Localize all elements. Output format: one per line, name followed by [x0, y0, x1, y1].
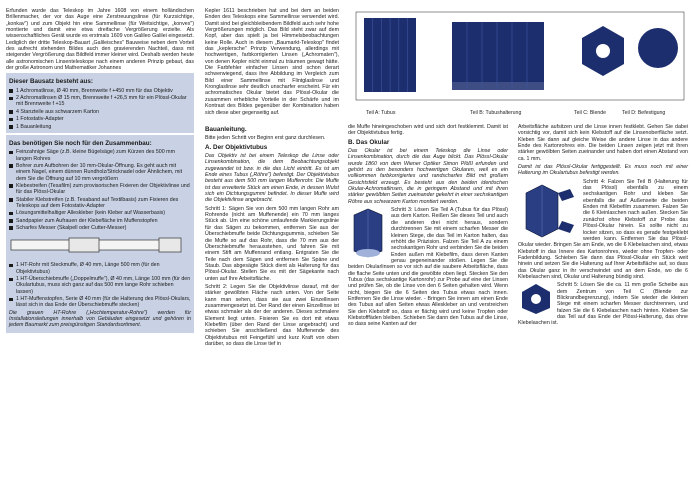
parts-list: [9, 262, 191, 308]
step-5-block: [518, 282, 688, 326]
parts-figure: [352, 8, 688, 116]
kit-item: 1 Achromatlinse, Ø 40 mm, Brennweite f +450 mm für das Objektiv: [9, 88, 191, 94]
step-1: Schritt 1: Sägen Sie von dem 500 mm langen Rohr am Rohrende (nicht am Muffenende) ein 70 mm langes Stück ab. Um eine schöne umlaufende Markierungslinie für das Sägen zu bekommen, entfernen Sie aus der Überschiebmuffe beide Dichtungsgummis, schieben Sie die Muffe so auf das Rohr, dass die 70 mm aus der Überschiebmuffe herausstehen, und fahren Sie mit einem Stift am Muffenrand entlang. Entgraten Sie die Teile nach dem Sägen und entfernen Sie Späne und Staub. Das abgesägte Stück dient als Halterung für das Plössl-Okular. Stellen Sie es mit der Sägekante nach unten auf Ihre Arbeitsfläche.: [205, 205, 339, 282]
kit-item: 2 Achromatlinsen Ø 15 mm, Brennweite f +26,5 mm für ein Plössl-Okular mit Brennweite f +15: [9, 95, 191, 108]
parts-item: 1 HT-Muffenstopfen, Serie Ø 40 mm (für die Halterung des Plössl-Okulars, lässt sich in das Ende der Überschiebmuffe stecken): [9, 296, 191, 309]
figure-label-d: Teil D: Befestigung: [622, 110, 666, 116]
kit-box: [6, 73, 194, 132]
parts-note: Die grauen HT-Rohre („Hochtemperatur-Rohre") werden für Installationsleitungen innerhalb von Gebäuden eingesetzt und gehören in jedem Baumarkt zum preisgünstigen Standardsortiment.: [9, 309, 191, 329]
kit-item: 1 Bauanleitung: [9, 124, 191, 130]
step-4-block: [518, 179, 688, 281]
kit-list: [9, 88, 191, 130]
figure-label-a: Teil A: Tubus: [366, 110, 396, 116]
step-3: Schritt 3: Lösen Sie Teil A (Tubus für das Plössl) aus dem Karton. Reißen Sie dieses Teil und auch die anderen drei nicht heraus, sondern durchtrennen Sie mit einem scharfen Messer die kleinen Stege, die das Teil im Karton halten, das erhöht die Präzision. Falzen Sie Teil A zu einem sechskantigen Rohr und verbinden Sie die beiden Enden außen mit Klebefilm, dass deren Kanten genau gegeneinander stoßen. Legen Sie die beiden Okularlinsen so vor sich auf die saubere Arbeitsfläche, dass die flache Seite unten und die gewölbte oben liegt. Stecken Sie den Tubus (das sechskantige Kartonrohr) zur Probe auf eine der Linsen und prüfen Sie, ob die Linse von den 6 Seiten gehalten wird. Wenn nicht, biegen Sie die 6 Seiten des Tubus etwas nach innen. Entfernen Sie die Linse wieder. - Bringen Sie innen am einen Ende des Tubus auf allen Seiten etwas Alleskleber an und verstreichen Sie den Klebstoff so, dass er flächig wird und keine Tropfen oder Klebstofffäden bleiben. Schieben Sie dann den Tubus auf die Linse, so dass seine Kanten auf der: [348, 207, 508, 328]
step-5: Schritt 5: Lösen Sie die ca. 11 mm große Scheibe aus dem Zentrum von Teil C (Blende zur Blickrandbegrenzung), indem Sie wieder die kleinen Stege mit einem scharfen Messer durchtrennen, und falzen Sie die 6 Klebelaschen nach hinten. Kleben Sie das Teil auf das Ende der Plössl-Halterung, das ohne Klebelaschen ist.: [518, 282, 688, 327]
step-3-block: [348, 207, 508, 328]
part-b-sheet: [452, 22, 544, 90]
pipe-drawing: [9, 232, 189, 260]
parts-item: 1 HT-Rohr mit Steckmuffe, Ø 40 mm, Länge 500 mm (für den Objektivtubus): [9, 262, 191, 275]
tools-item: Sandpapier zum Aufrauen der Klebefläche im Muffenstopfen: [9, 218, 191, 224]
intro-paragraph: Erfunden wurde das Teleskop im Jahre 1608 von einem holländischen Brillenmacher, der vor das Auge eine Zerstreuungslinse (für Kurzsichtige, „konkav") und zum Objekt hin eine Sammellinse (für Weitsichtige, „konvex") montierte und damit eine etwa dreifache Vergrößerung erzielte. Als wissenschaftliches Gerät wurde es erstmals 1609 von Galileo Galilei eingesetzt. Lediglich der dritte Teleskop-Bauart „Galileisches" Bauweise neben dem Vorteil des aufrecht stehenden Bildes auch den gravierenden Nachteil, dass mit steigender Vergrößerung das Bildfeld immer kleiner wird. Deshalb werden heute alle astronomischen Linsenteleskope nach einem anderen Prinzip gebaut, das der große Astronom und Mathematiker Johannes: [6, 8, 194, 72]
column-3: [348, 124, 508, 330]
bau-title: Bauanleitung.: [205, 126, 247, 133]
parts-item: 1 HT-Überschiebmuffe („Doppelmuffe"), Ø 40 mm, Länge 100 mm (für den Okulartubus, muss sich ganz auf das 500 mm lange Rohr schieben lassen): [9, 276, 191, 295]
tube-illustration-a: [348, 207, 388, 259]
bau-text: Bitte jeden Schritt vor Beginn erst ganz durchlesen.: [205, 135, 326, 142]
tools-item: Lösungsmittelhaltiger Alleskleber (kein Kleber auf Wasserbasis): [9, 210, 191, 216]
kit-item: 4 Stanzteile aus schwarzem Karton: [9, 109, 191, 115]
tools-list: [9, 149, 191, 231]
tools-box: [6, 135, 194, 333]
kit-title: Dieser Bausatz besteht aus:: [9, 78, 93, 86]
tools-item: Scharfes Messer (Skalpell oder Cutter-Messer): [9, 225, 191, 231]
column-4: [518, 124, 688, 329]
step-4: Schritt 4: Falzen Sie Teil B (Halterung für das Plössl) ebenfalls zu einem sechskantigen Rohr und kleben Sie ebenfalls die auf Außenseite die beiden Enden mit Klebefilm zusammen. Falzen Sie die 6 Kleinlaschen nach außen. Stecken Sie zunächst ohne Klebstoff zur Probe das Plössl-Okular hinein. Es sollte nicht zu locker sitzen, so dass es gerade festgeklebt werden kann. Entfernen Sie das Plössl-Okular wieder. Bringen Sie am Ende, wo die 6 Klebelaschen sind, etwas Klebstoff in das Innere des Kartonrohres, wieder ohne Tropfen- oder Fadenbildung. Schieben Sie dann das Plössl-Okular ein Stück weit hinein und setzen Sie die Halterung auf Ihrer Arbeitsfläche auf, so dass das Okular ganz in ihr verschwindet und an dem Ende, wo die 6 Klebelaschen sind, Okular und Halterung bündig sind.: [518, 178, 688, 280]
kepler-paragraph: Kepler 1611 beschrieben hat und bei dem an beiden Enden des Teleskops eine Sammellinse verwendet wird. Damit sind bei gleichbleibendem Bildfeld auch sehr hohe Vergrößerungen möglich. Das Bild steht zwar auf dem Kopf, aber das spielt ja bei Himmelsbeobachtungen keine Rolle. Auch in diesem „Baumarkt-Teleskop" findet das „keplersche" Prinzip Verwendung, allerdings mit hochwertigen, farbkorrigierten Linsen („Achromaten"), von denen Kepler nicht einmal zu träumen gewagt hätte. Die Farbfehler einfacher Linsen sind schon derart schwerwiegend, dass ihre Abbildung im Vergleich zum Bild einer Sammellinse mit Flintglaslinse und Kronglaslinse sehr deutlich unscharfer erscheint. Für ein achromatisches Okular bietet das Plössl-Okular die zusammen erhebliche Vorteile in der Schärfe und im Kontrast des Bildes gegenüber der Kombination haben sich diese aber gegenseitig auf.: [205, 8, 339, 116]
tools-item: Klebestreifen (Tesafilm) zum provisorischen Fixieren der Objektivlinse und für das Plössl-Okular: [9, 183, 191, 196]
step-2-continued: die Muffe hineingeschoben wird und sich dort festklemmt. Damit ist der Objektivtubus fertig.: [348, 124, 508, 137]
blende-illustration: [518, 282, 554, 316]
column-1: [6, 8, 194, 333]
section-a-intro: Das Objektiv ist bei einem Teleskop die Linse oder Linsenkombination, die dem Beobachtungsobjekt zugewandet ist bzw. in die das Licht eintritt. Es ist am Ende eines Tubus („Röhre") befestigt. Der Objektivtubus besteht aus dem 500 mm langen Muffenrohr. Die Muffe ist das erweiterte Stück am einen Ende, in dessen Wulst sich ein Dichtungsgummi befindet. In dieser Muffe wird die Objektivlinse angebracht.: [205, 153, 339, 204]
column-2-lower: [205, 124, 339, 349]
section-b-intro: Das Okular ist bei einem Teleskop die Linse oder Linsenkombination, durch die das Auge blickt. Das Plössl-Okular wurde 1860 von dem Wiener Optiker Simon Plößl erfunden und gehört zu den besonders hochwertigen Okularen, weil es ein vollkommen farbkorrigiertes und randscharfes Bild mit großem Gesichtsfeld erzeugt. Es besteht aus den beiden identischen Okular-Achromatlinsen, die in geringem Abstand und mit ihren stärker gewölbten Seiten zueinander gekehrt in einer sechskantigen Röhre aus schwarzem Karton montiert werden.: [348, 148, 508, 205]
section-a-title: A. Der Objektivtubus: [205, 143, 268, 151]
figure-label-c: Teil C: Blende: [574, 110, 607, 116]
tools-item: Bohrer zum Aufbohren der 10 mm-Okular-Öffnung. Es geht auch mit einem Nagel, einem dünnen Rundholz/Stricknadel oder Ähnlichem, mit dem Sie die Öffnung auf 10 mm vergrößern: [9, 163, 191, 182]
parts-figure-drawing: [352, 8, 688, 104]
step-3-continued: Arbeitsfläche aufsitzen und die Linse innen festklebt. Gehen Sie dabei vorsichtig vor, damit sich kein Klebstoff auf die Linsenoberfläche setzt. Kleben Sie dann auf gleiche Weise die andere Linse in das andere Ende des Kartonrohres ein. Die beiden Linsen zeigen jetzt mit ihren stärker gewölbten Seiten zueinander und haben dort einen Abstand von ca. 1 mm.: [518, 124, 688, 162]
part-a-sheet: [364, 18, 416, 92]
kit-item: 1 Fotostativ-Adapter: [9, 116, 191, 122]
column-2: [205, 8, 339, 347]
tube-illustration-b: [518, 179, 580, 241]
section-b-title: B. Das Okular: [348, 138, 390, 146]
tools-item: Feinzahnige Säge (z.B. kleine Bügelsäge) zum Kürzen des 500 mm langen Rohres: [9, 149, 191, 162]
part-d-disc: [638, 28, 678, 68]
tools-item: Stabiler Klebstreifen (z.B. Tesaband auf Textilbasis) zum Fixieren des Teleskops auf dem Fotostativ-Adapter: [9, 197, 191, 210]
figure-label-b: Teil B: Tubushalterung: [470, 110, 522, 116]
pipe-drawing-area: [9, 232, 191, 262]
tools-title: Das benötigen Sie noch für den Zusammenbau:: [9, 139, 152, 147]
step-3-conclusion: Damit ist das Plössl-Okular fertiggestellt. Es muss noch mit einer Halterung im Okulartubus befestigt werden.: [518, 164, 688, 177]
step-2: Schritt 2: Legen Sie die Objektivlinse darauf, mit der stärker gewölbten Fläche nach unten. Von der Seite kann man sehen, dass sie aus zwei Einzellinsen zusammengesetzt ist. Der Rand der einen Einzellinse ist etwas schmaler als der der anderen. Dieses schmalere Element liegt unten. Fixieren Sie es dort mit etwas Klebefilm (über den Rand der Linse angebracht) und schieben Sie anschließend das Muffenende des Objektivtubus mit Feingefühl und kurz Kraft von oben darüber, so dass die Linse tief in: [205, 283, 339, 347]
